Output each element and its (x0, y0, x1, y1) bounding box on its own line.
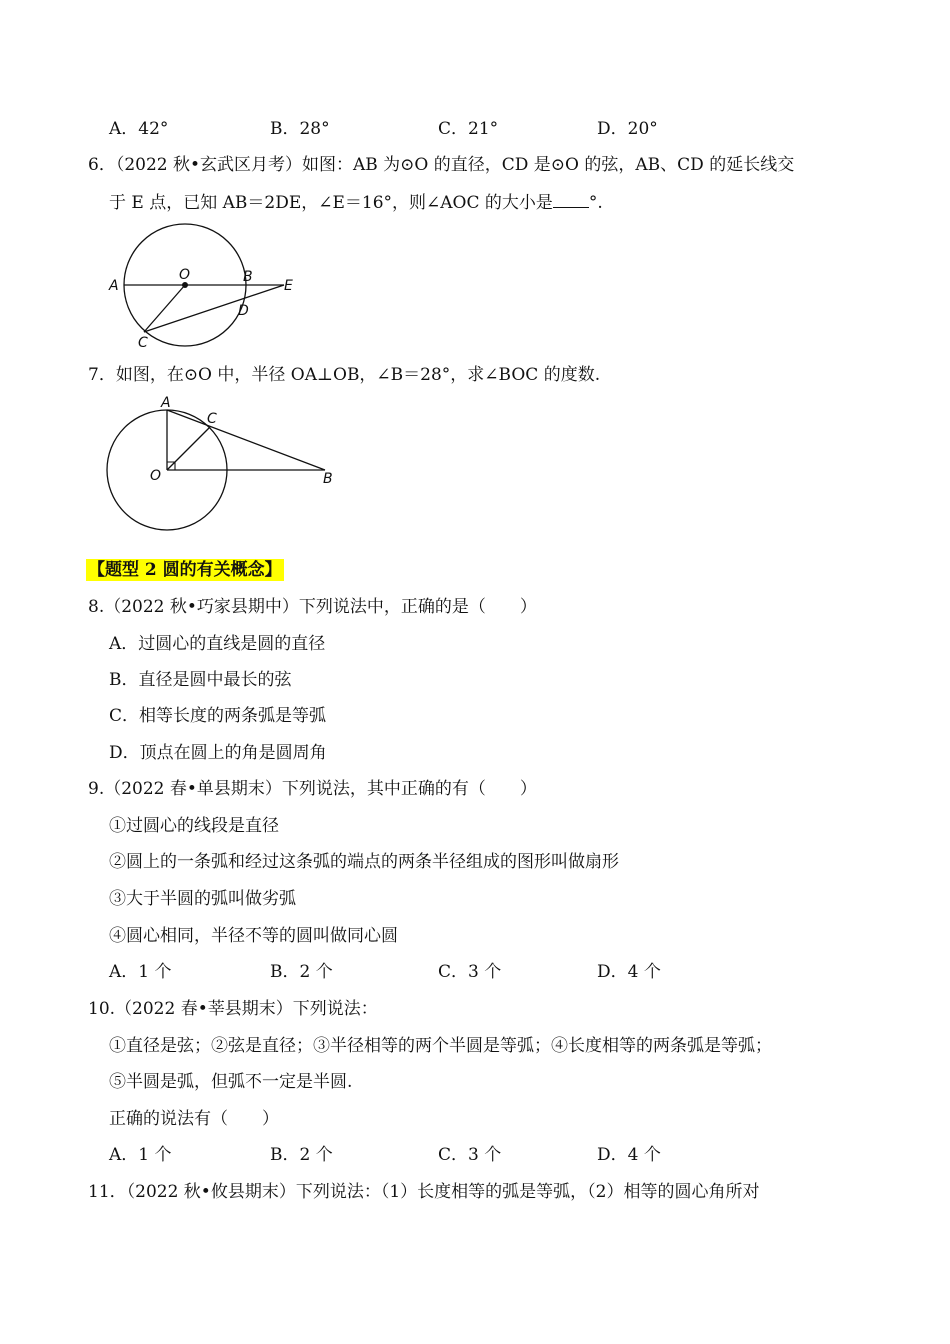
q7-label-o: O (150, 468, 162, 484)
q6-stem-line1: 6．（2022 秋•玄武区月考）如图：AB 为⊙O 的直径，CD 是⊙O 的弦，AB、CD 的延长线交 (88, 155, 795, 175)
q6-answer-blank (553, 191, 589, 208)
q6-label-a: A (109, 278, 119, 294)
q10-option-b: B．2 个 (270, 1145, 333, 1165)
q6-label-d: D (238, 303, 249, 319)
q9-option-c: C．3 个 (438, 962, 502, 982)
q7-label-c: C (207, 411, 217, 427)
q10-stem: 10.（2022 春•莘县期末）下列说法： (88, 999, 378, 1019)
q10-statement-3: 正确的说法有（ ） (109, 1109, 279, 1129)
q9-option-b: B．2 个 (270, 962, 333, 982)
q9-statement-4: ④圆心相同，半径不等的圆叫做同心圆 (109, 926, 398, 946)
q10-statement-2: ⑤半圆是弧，但弧不一定是半圆. (109, 1072, 353, 1092)
q6-stem-line2-post: °. (588, 193, 603, 213)
section-heading (86, 559, 284, 581)
q7-label-b: B (323, 471, 333, 487)
q10-option-a: A．1 个 (109, 1145, 172, 1165)
q6-label-e: E (284, 278, 293, 294)
q6-label-o: O (179, 267, 191, 283)
q6-figure (100, 222, 310, 352)
q10-statement-1: ①直径是弦；②弦是直径；③半径相等的两个半圆是等弧；④长度相等的两条弧是等弧； (109, 1036, 772, 1056)
q6-label-b: B (243, 269, 253, 285)
q6-label-c: C (138, 335, 148, 351)
section-heading-text: 【题型 2 圆的有关概念】 (88, 560, 282, 580)
q8-option-b: B．直径是圆中最长的弦 (109, 670, 292, 690)
q9-statement-1: ①过圆心的线段是直径 (109, 816, 279, 836)
q5-option-a: A．42° (109, 119, 169, 139)
q9-statement-3: ③大于半圆的弧叫做劣弧 (109, 889, 296, 909)
q9-option-a: A．1 个 (109, 962, 172, 982)
q9-option-d: D．4 个 (597, 962, 661, 982)
q10-option-c: C．3 个 (438, 1145, 502, 1165)
q5-option-d: D．20° (597, 119, 658, 139)
q11-stem: 11．（2022 秋•攸县期末）下列说法：（1）长度相等的弧是等弧，（2）相等的圆心角所对 (88, 1182, 760, 1202)
q6-stem-line2-pre: 于 E 点，已知 AB＝2DE，∠E＝16°，则∠AOC 的大小是 (109, 193, 553, 213)
q7-stem: 7．如图，在⊙O 中，半径 OA⊥OB，∠B＝28°，求∠BOC 的度数. (88, 365, 601, 385)
q8-option-d: D．顶点在圆上的角是圆周角 (109, 743, 327, 763)
q7-figure (100, 392, 340, 534)
q5-option-b: B．28° (270, 119, 330, 139)
q7-label-a: A (161, 395, 171, 411)
q9-statement-2: ②圆上的一条弧和经过这条弧的端点的两条半径组成的图形叫做扇形 (109, 852, 619, 872)
q6-stem-line2 (109, 191, 603, 214)
q10-option-d: D．4 个 (597, 1145, 661, 1165)
q8-option-c: C．相等长度的两条弧是等弧 (109, 706, 327, 726)
q5-option-c: C．21° (438, 119, 499, 139)
q7-line-ab (167, 410, 325, 470)
q7-line-oc (167, 427, 210, 470)
q8-option-a: A．过圆心的直线是圆的直径 (109, 634, 326, 654)
q9-stem: 9.（2022 春•单县期末）下列说法，其中正确的有（ ） (88, 779, 537, 799)
q8-stem: 8.（2022 秋•巧家县期中）下列说法中，正确的是（ ） (88, 597, 537, 617)
